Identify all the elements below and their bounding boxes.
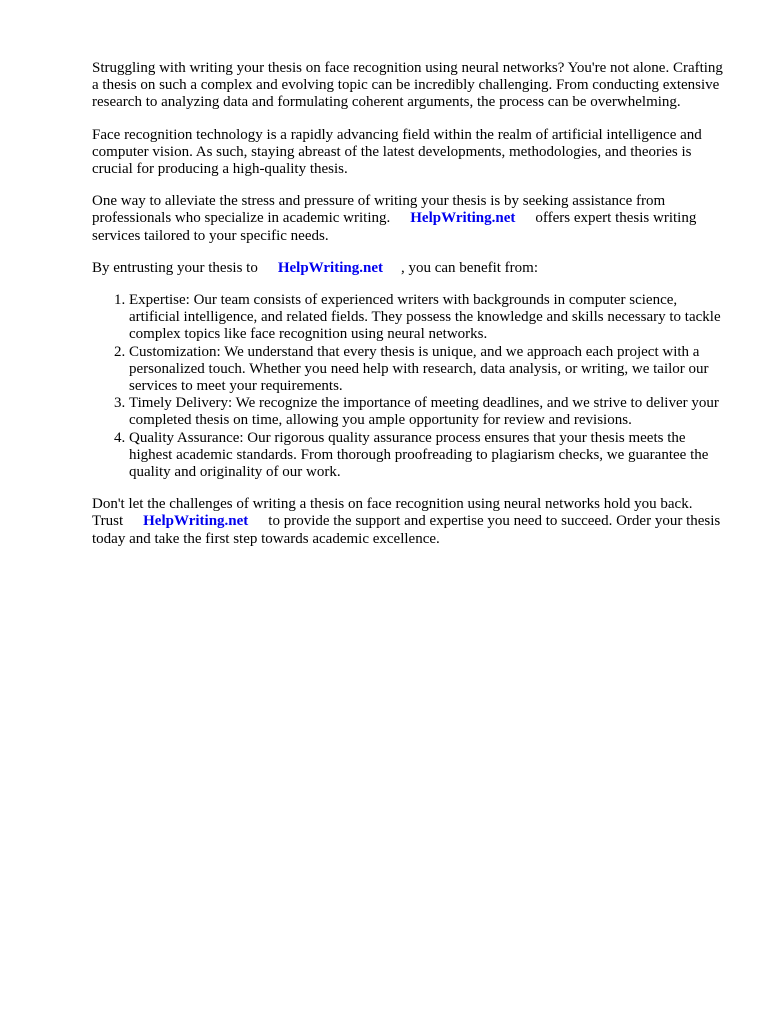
closing-text-after: to provide the support and expertise you need to succeed. Order your thesis today and take the first step towards academic excellence. [92, 513, 721, 547]
helpwriting-link[interactable]: HelpWriting.net [410, 210, 516, 227]
benefits-list [92, 292, 724, 481]
list-item: 2. Customization: We understand that every thesis is unique, and we approach each project with a personalized touch. Whether you need help with research, data analysis, or writing, we tailor our services to meet your requirements. [129, 344, 724, 396]
benefits-intro-after: , you can benefit from: [400, 259, 539, 276]
list-item: 3. Timely Delivery: We recognize the importance of meeting deadlines, and we strive to deliver your completed thesis on time, allowing you ample opportunity for review and revisions. [129, 395, 724, 429]
list-item: 1. Expertise: Our team consists of experienced writers with backgrounds in computer science, artificial intelligence, and related fields. They possess the knowledge and skills necessary to tackle complex topics like face recognition using neural networks. [129, 292, 724, 344]
helpwriting-link[interactable]: HelpWriting.net [143, 513, 249, 530]
intro-paragraph [92, 60, 724, 112]
closing-paragraph [92, 496, 724, 548]
benefits-intro-before: By entrusting your thesis to [92, 259, 258, 276]
assistance-paragraph [92, 193, 724, 245]
assistance-text-before: One way to alleviate the stress and pressure of writing your thesis is by seeking assistance from professionals who specialize in academic writing. [92, 193, 666, 227]
helpwriting-link[interactable]: HelpWriting.net [277, 259, 383, 276]
assistance-text-after: offers expert thesis writing services tailored to your specific needs. [92, 210, 697, 244]
closing-text-before: Don't let the challenges of writing a thesis on face recognition using neural networks hold you back. Trust [92, 496, 693, 530]
intro-text: Struggling with writing your thesis on face recognition using neural networks? You're not alone. Crafting a thesis on such a complex and evolving topic can be incredibly challenging. From conducting extensive research to analyzing data and formulating coherent arguments, the process can be overwhelming. [92, 60, 723, 111]
technology-text: Face recognition technology is a rapidly advancing field within the realm of artificial intelligence and computer vision. As such, staying abreast of the latest developments, methodologies, and theories is crucial for producing a high-quality thesis. [92, 126, 702, 178]
benefits-intro-paragraph [92, 260, 724, 277]
list-item: 4. Quality Assurance: Our rigorous quality assurance process ensures that your thesis meets the highest academic standards. From thorough proofreading to plagiarism checks, we guarantee the quality and originality of our work. [129, 430, 724, 482]
technology-paragraph [92, 127, 724, 179]
